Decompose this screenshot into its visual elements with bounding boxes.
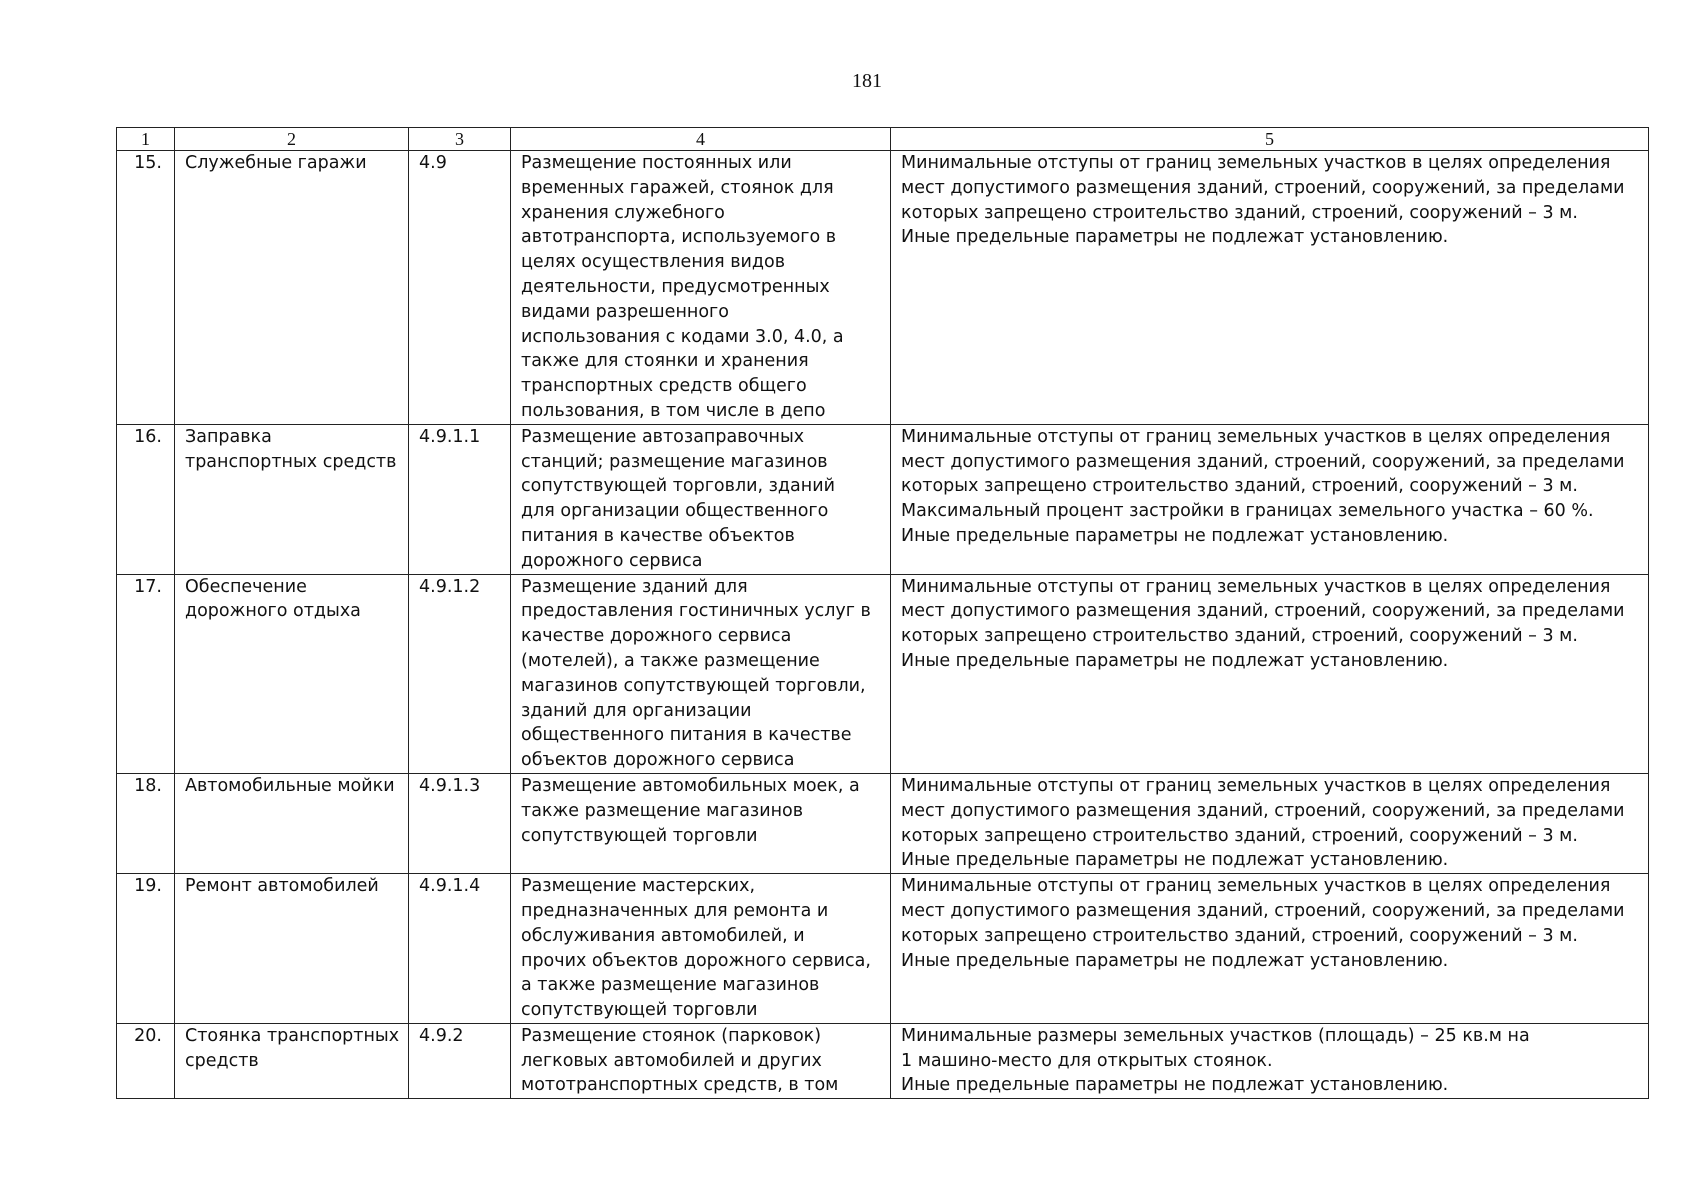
table-row bbox=[117, 424, 1649, 574]
table-row bbox=[117, 574, 1649, 773]
column-header-2: 2 bbox=[175, 128, 409, 151]
use-description: Размещение мастерских, предназначенных для ремонта и обслуживания автомобилей, и прочих объектов дорожного сервиса, а также размещение магазинов сопутствующей торговли bbox=[511, 874, 891, 1024]
table-row bbox=[117, 773, 1649, 873]
use-name: Автомобильные мойки bbox=[175, 773, 409, 873]
use-code: 4.9.1.1 bbox=[409, 424, 511, 574]
use-parameters: Минимальные размеры земельных участков (площадь) – 25 кв.м на 1 машино-место для открытых стоянок. Иные предельные параметры не подлежат установлению. bbox=[891, 1023, 1649, 1098]
table-row bbox=[117, 151, 1649, 425]
page-number: 181 bbox=[852, 70, 882, 92]
table-row bbox=[117, 874, 1649, 1024]
use-name: Заправка транспортных средств bbox=[175, 424, 409, 574]
use-name: Стоянка транспортных средств bbox=[175, 1023, 409, 1098]
land-use-table bbox=[116, 127, 1649, 1099]
use-code: 4.9.2 bbox=[409, 1023, 511, 1098]
use-parameters: Минимальные отступы от границ земельных участков в целях определения мест допустимого размещения зданий, строений, сооружений, за пределами которых запрещено строительство зданий, строений, сооружений – 3 м. Иные предельные параметры не подлежат установлению. bbox=[891, 773, 1649, 873]
row-number: 17. bbox=[117, 574, 175, 773]
row-number: 16. bbox=[117, 424, 175, 574]
row-number: 20. bbox=[117, 1023, 175, 1098]
use-description: Размещение зданий для предоставления гостиничных услуг в качестве дорожного сервиса (мотелей), а также размещение магазинов сопутствующей торговли, зданий для организации общественного питания в качестве объектов дорожного сервиса bbox=[511, 574, 891, 773]
use-code: 4.9.1.3 bbox=[409, 773, 511, 873]
column-header-3: 3 bbox=[409, 128, 511, 151]
use-parameters: Минимальные отступы от границ земельных участков в целях определения мест допустимого размещения зданий, строений, сооружений, за пределами которых запрещено строительство зданий, строений, сооружений – 3 м. Иные предельные параметры не подлежат установлению. bbox=[891, 151, 1649, 425]
use-name: Ремонт автомобилей bbox=[175, 874, 409, 1024]
use-code: 4.9 bbox=[409, 151, 511, 425]
use-code: 4.9.1.4 bbox=[409, 874, 511, 1024]
row-number: 15. bbox=[117, 151, 175, 425]
table-header-row bbox=[117, 128, 1649, 151]
use-description: Размещение автомобильных моек, а также размещение магазинов сопутствующей торговли bbox=[511, 773, 891, 873]
use-description: Размещение стоянок (парковок) легковых автомобилей и других мототранспортных средств, в том bbox=[511, 1023, 891, 1098]
column-header-5: 5 bbox=[891, 128, 1649, 151]
column-header-1: 1 bbox=[117, 128, 175, 151]
use-name: Служебные гаражи bbox=[175, 151, 409, 425]
use-description: Размещение постоянных или временных гаражей, стоянок для хранения служебного автотранспорта, используемого в целях осуществления видов деятельности, предусмотренных видами разрешенного использования с кодами 3.0, 4.0, а также для стоянки и хранения транспортных средств общего пользования, в том числе в депо bbox=[511, 151, 891, 425]
use-code: 4.9.1.2 bbox=[409, 574, 511, 773]
row-number: 19. bbox=[117, 874, 175, 1024]
use-description: Размещение автозаправочных станций; размещение магазинов сопутствующей торговли, зданий для организации общественного питания в качестве объектов дорожного сервиса bbox=[511, 424, 891, 574]
table-row bbox=[117, 1023, 1649, 1098]
row-number: 18. bbox=[117, 773, 175, 873]
use-parameters: Минимальные отступы от границ земельных участков в целях определения мест допустимого размещения зданий, строений, сооружений, за пределами которых запрещено строительство зданий, строений, сооружений – 3 м. Максимальный процент застройки в границах земельного участка – 60 %. Иные предельные параметры не подлежат установлению. bbox=[891, 424, 1649, 574]
use-parameters: Минимальные отступы от границ земельных участков в целях определения мест допустимого размещения зданий, строений, сооружений, за пределами которых запрещено строительство зданий, строений, сооружений – 3 м. Иные предельные параметры не подлежат установлению. bbox=[891, 574, 1649, 773]
use-name: Обеспечение дорожного отдыха bbox=[175, 574, 409, 773]
column-header-4: 4 bbox=[511, 128, 891, 151]
use-parameters: Минимальные отступы от границ земельных участков в целях определения мест допустимого размещения зданий, строений, сооружений, за пределами которых запрещено строительство зданий, строений, сооружений – 3 м. Иные предельные параметры не подлежат установлению. bbox=[891, 874, 1649, 1024]
